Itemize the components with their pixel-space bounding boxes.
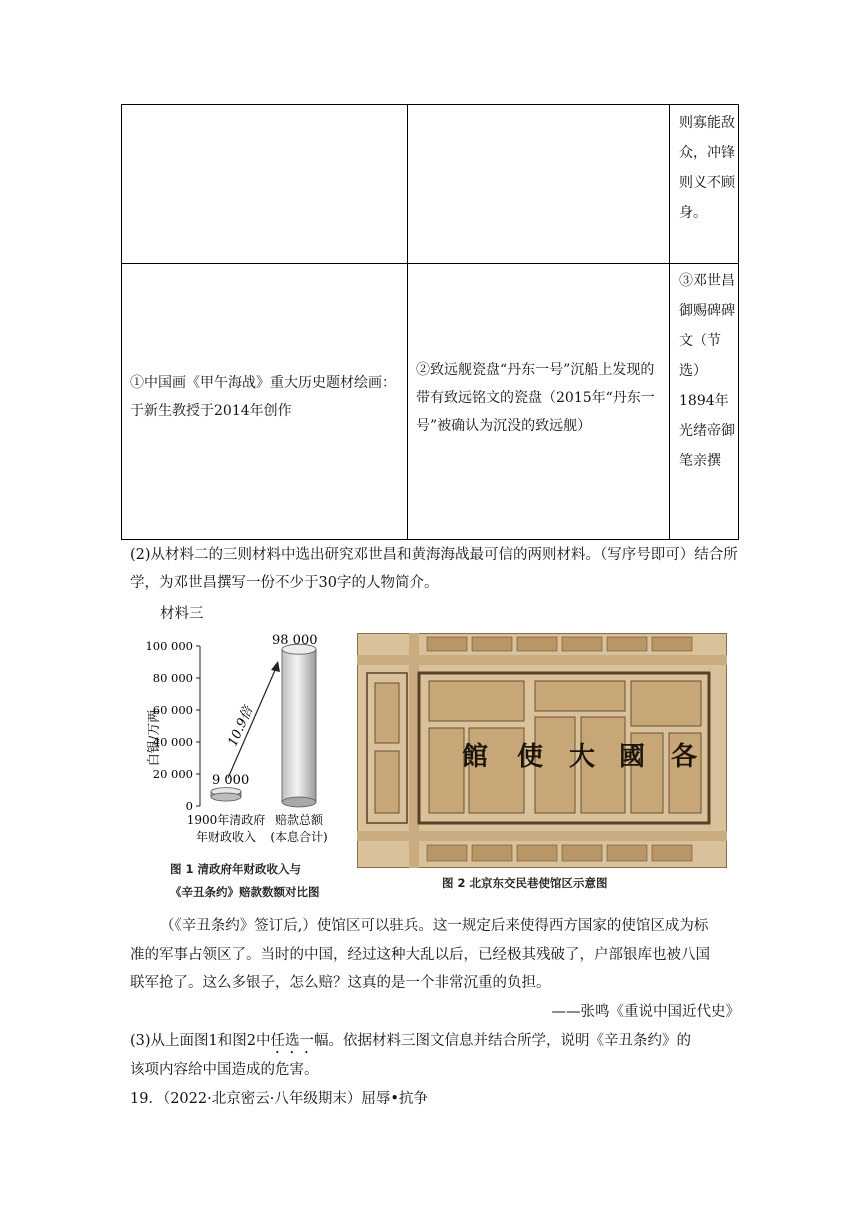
- quote-line-2: 准的军事占领区了。当时的中国，经过这种大乱以后，已经极其残破了，户部银库也被八国: [130, 947, 710, 963]
- question-2: (2)从材料二的三则材料中选出研究邓世昌和黄海海战最可信的两则材料。（写序号即可）结合所学，为邓世昌撰写一份不少于30字的人物简介。: [130, 547, 738, 591]
- y-tick-label: 100 000: [145, 639, 193, 653]
- map-label-ge: 各: [671, 742, 698, 772]
- arrow-head-icon: [271, 661, 280, 672]
- materials-table: [121, 104, 739, 540]
- legation-map-svg: [357, 633, 727, 868]
- value-label-9000: 9 000: [212, 773, 250, 788]
- y-tick-label: 0: [185, 799, 193, 813]
- map-label-da: 大: [569, 742, 596, 772]
- question-3-line-2: 该项内容给中国造成的危害。: [130, 1062, 319, 1078]
- table-cell-row2-col2: ②致远舰瓷盘“丹东一号”沉船上发现的带有致远铭文的瓷盘（2015年“丹东一号”被确认为沉没的致远舰）: [416, 362, 655, 434]
- table-cell-row1-col3: 则寡能敌众，冲锋则义不顾身。: [679, 115, 735, 221]
- figure-2-caption: 图 2 北京东交民巷使馆区示意图: [442, 876, 608, 890]
- category-label-2a: 赔款总额: [274, 813, 324, 827]
- category-label-1b: 年财政收入: [195, 830, 257, 844]
- y-tick-label: 80 000: [152, 671, 193, 685]
- multiplier-annotation: 10.9倍: [225, 704, 257, 749]
- table-cell-row2-col3: ③邓世昌御赐碑碑文（节选）1894年光绪帝御笔亲撰: [679, 273, 735, 469]
- y-tick-label: 60 000: [152, 703, 193, 717]
- table-cell-row2-col1: ①中国画《甲午海战》重大历史题材绘画：于新生教授于2014年创作: [130, 375, 396, 419]
- question-19-heading: 19．（2022·北京密云·八年级期末）屈辱•抗争: [130, 1091, 428, 1107]
- question-3-part2: 幅。依据材料三图文信息并结合所学，说明《辛丑条约》的: [314, 1033, 691, 1049]
- category-label-2b: (本息合计): [270, 830, 328, 844]
- map-label-guo: 國: [619, 742, 646, 772]
- question-3-line-1: [130, 1027, 740, 1057]
- figure-1-caption-line1: 图 1 清政府年财政收入与: [170, 862, 302, 876]
- y-tick-label: 20 000: [152, 767, 193, 781]
- value-label-98000: 98 000: [272, 633, 318, 648]
- y-tick-label: 40 000: [152, 735, 193, 749]
- question-3-emphasis: 任选一: [270, 1033, 314, 1049]
- quote-line-1: （《辛丑条约》签订后,）使馆区可以驻兵。这一规定后来使得西方国家的使馆区成为标: [160, 918, 709, 934]
- question-3-part1: (3)从上面图1和图2中: [130, 1033, 271, 1049]
- bar-1900-revenue: [211, 788, 241, 801]
- figure-2-map: [357, 633, 727, 868]
- category-label-1a: 1900年清政府: [186, 813, 266, 827]
- bar-indemnity-total: [282, 644, 316, 807]
- quote-line-3: 联军抢了。这么多银子，怎么赔？这真的是一个非常沉重的负担。: [130, 975, 551, 991]
- figure-1-caption-line2: 《辛丑条约》赔款数额对比图: [170, 885, 320, 899]
- y-axis-label: 白银/万两: [147, 709, 162, 767]
- quote-source: ——张鸣《重说中国近代史》: [551, 1004, 740, 1020]
- map-label-guan: 館: [462, 742, 489, 772]
- material-3-label: 材料三: [160, 606, 204, 622]
- map-label-shi: 使: [517, 742, 544, 772]
